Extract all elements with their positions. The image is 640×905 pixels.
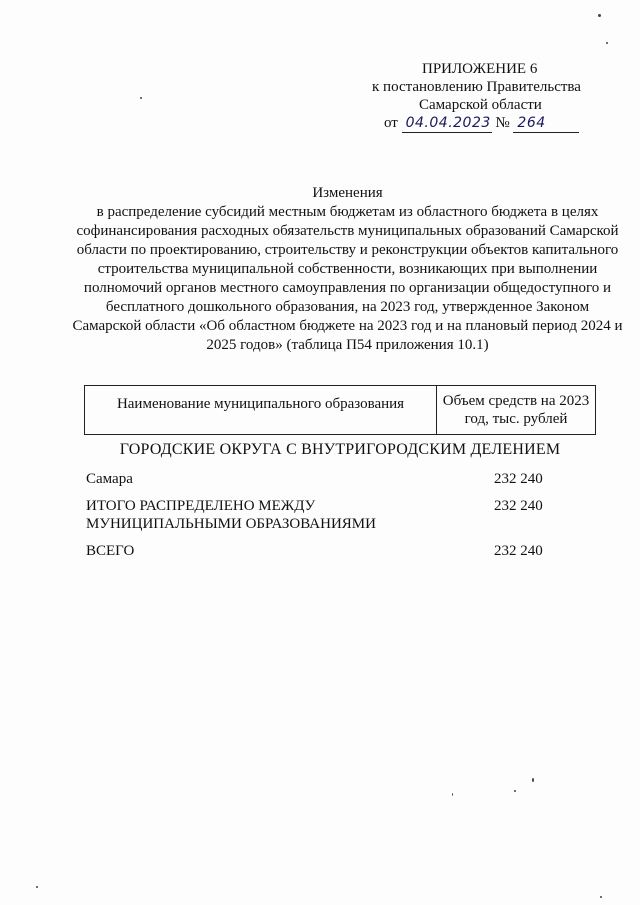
table-header (84, 385, 596, 435)
scan-speck (140, 97, 142, 99)
column-header-name: Наименование муниципального образования (85, 386, 437, 434)
scan-speck (452, 793, 453, 796)
scan-speck (606, 42, 608, 44)
date-prefix: от (384, 115, 398, 131)
date-line (372, 114, 612, 133)
appendix-line-1: к постановлению Правительства (372, 79, 581, 95)
document-description: в распределение субсидий местным бюджетам из областного бюджета в целях софинансирования расходных обязательств муниципальных образований Самарской области по проектированию, строительству и реконструкции объектов капитального строительства муниципальной собственности, возникающих при выполнении полномочий органов местного самоуправления по организации общедоступного и бесплатного дошкольного образования, на 2023 год, утвержденное Законом Самарской области «Об областном бюджете на 2023 год и на плановый период 2024 и 2025 годов» (таблица П54 приложения 10.1) (72, 204, 623, 353)
row-value: 232 240 (494, 543, 543, 559)
section-title: ГОРОДСКИЕ ОКРУГА С ВНУТРИГОРОДСКИМ ДЕЛЕНИЕМ (119, 441, 561, 458)
scan-speck (514, 790, 516, 792)
row-value: 232 240 (494, 471, 543, 487)
row-name: Самара (86, 471, 133, 487)
appendix-block (372, 60, 612, 133)
column-header-amount: Объем средств на 2023 год, тыс. рублей (442, 393, 590, 427)
document-heading: Изменения (312, 185, 383, 201)
document-title-block (70, 184, 625, 355)
handwritten-date: 04.04.2023 (402, 114, 492, 133)
row-name: ИТОГО РАСПРЕДЕЛЕНО МЕЖДУ МУНИЦИПАЛЬНЫМИ ОБРАЗОВАНИЯМИ (86, 498, 376, 532)
appendix-title: ПРИЛОЖЕНИЕ 6 (422, 61, 538, 77)
scan-speck (36, 886, 38, 888)
number-prefix: № (495, 115, 510, 131)
row-name: ВСЕГО (86, 543, 135, 559)
scan-speck (598, 14, 601, 17)
handwritten-number: 264 (513, 114, 579, 133)
appendix-line-2: Самарской области (419, 97, 542, 113)
row-value: 232 240 (494, 498, 543, 514)
scan-speck (600, 896, 602, 898)
scan-speck (532, 778, 534, 782)
